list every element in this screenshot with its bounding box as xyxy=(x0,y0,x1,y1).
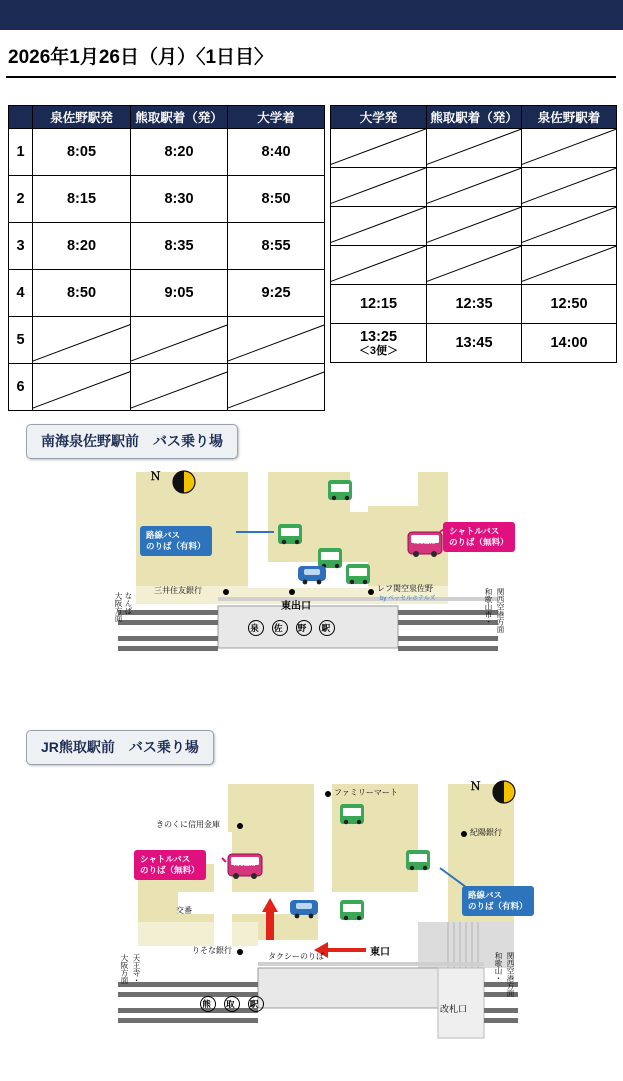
cell-izumisano-dep: 8:05 xyxy=(33,129,131,176)
poi-label-east-exit: 東口 xyxy=(370,947,390,958)
cell-university-arr: 8:40 xyxy=(228,129,325,176)
table-row xyxy=(331,129,617,168)
table-row xyxy=(331,246,617,285)
shuttle-bus-body-text: KANSAI xyxy=(414,540,436,546)
direction-label-wakayama: 和歌山・ xyxy=(494,952,503,982)
cell-empty-slash xyxy=(331,129,427,168)
callout-shuttle-bus-line2: のりば（無料） xyxy=(140,865,200,875)
column-header-kumatori-arr-dep: 熊取駅着（発） xyxy=(427,106,522,129)
callout-route-bus xyxy=(140,526,212,556)
cell-izumisano-dep: 8:50 xyxy=(33,270,131,317)
callout-shuttle-bus-line2: のりば（無料） xyxy=(449,537,509,547)
poi-label-kiyo-bank: 紀陽銀行 xyxy=(470,828,502,837)
table-header-row xyxy=(331,106,617,129)
poi-label-ticket-gate: 改札口 xyxy=(440,1004,468,1014)
cell-empty-slash xyxy=(33,317,131,364)
cell-empty-slash xyxy=(427,129,522,168)
cell-empty-slash xyxy=(427,246,522,285)
column-header-izumisano-arr: 泉佐野駅着 xyxy=(522,106,617,129)
cell-kumatori: 8:30 xyxy=(131,176,228,223)
row-index: 3 xyxy=(9,223,33,270)
cell-note: ＜3便＞ xyxy=(358,344,399,357)
map-izumisano-bus-stop xyxy=(114,466,509,688)
cell-university-arr: 8:50 xyxy=(228,176,325,223)
callout-route-bus-line2: のりば（有料） xyxy=(146,541,206,551)
section-heading-izumisano: 南海泉佐野駅前 バス乗り場 xyxy=(26,424,238,459)
bus-stop-icon xyxy=(328,480,352,500)
cell-empty-slash xyxy=(331,246,427,285)
cell-izumisano-arr: 12:50 xyxy=(522,285,617,324)
station-name-kumatori xyxy=(200,996,266,1012)
direction-label-tennoji: 天王寺・ xyxy=(132,954,141,984)
table-row xyxy=(9,129,325,176)
table-row xyxy=(9,176,325,223)
callout-shuttle-bus xyxy=(443,522,515,552)
callout-shuttle-bus-line1: シャトルバス xyxy=(140,854,191,864)
title-divider xyxy=(6,76,616,78)
cell-izumisano-arr: 14:00 xyxy=(522,324,617,363)
column-header-kumatori-arr-dep: 熊取駅着（発） xyxy=(131,106,228,129)
bus-stop-icon xyxy=(346,564,370,584)
map-izumisano-graphic xyxy=(118,466,508,688)
direction-label-osaka: 大阪方面 xyxy=(120,954,129,984)
bus-stop-icon xyxy=(318,548,342,568)
cell-kumatori: 13:45 xyxy=(427,324,522,363)
bus-stop-icon xyxy=(406,850,430,870)
row-index: 6 xyxy=(9,364,33,411)
cell-empty-slash xyxy=(522,168,617,207)
cell-izumisano-dep: 8:15 xyxy=(33,176,131,223)
inbound-timetable xyxy=(330,105,617,363)
cell-university-dep: 12:15 xyxy=(331,285,427,324)
poi-label-ref-kanku-sub: by ベッセルホテルズ xyxy=(380,596,436,602)
cell-time: 13:25 xyxy=(359,328,398,345)
cell-empty-slash xyxy=(427,168,522,207)
shuttle-bus-body-text: KANSAI xyxy=(234,862,256,868)
cell-empty-slash xyxy=(331,168,427,207)
cell-kumatori: 12:35 xyxy=(427,285,522,324)
poi-label-mitsui-sumitomo: 三井住友銀行 xyxy=(154,586,202,595)
compass-icon xyxy=(173,471,195,493)
station-char: 野 xyxy=(296,620,312,636)
cell-empty-slash xyxy=(331,207,427,246)
callout-route-bus-line1: 路線バス xyxy=(146,530,181,540)
cell-kumatori: 8:35 xyxy=(131,223,228,270)
table-row xyxy=(331,207,617,246)
callout-route-bus xyxy=(462,886,534,916)
table-row xyxy=(331,285,617,324)
station-name-izumisano xyxy=(248,620,337,636)
cell-empty-slash xyxy=(427,207,522,246)
callout-shuttle-bus xyxy=(134,850,206,880)
direction-label-osaka: 大阪方面 xyxy=(114,592,123,622)
table-row xyxy=(9,270,325,317)
station-char: 駅 xyxy=(319,620,335,636)
bus-stop-icon xyxy=(340,804,364,824)
top-banner xyxy=(0,0,623,30)
station-char: 佐 xyxy=(272,620,288,636)
compass-label: Ｎ xyxy=(150,471,161,483)
column-header-university-dep: 大学発 xyxy=(331,106,427,129)
map-kumatori-bus-stop xyxy=(118,772,528,1052)
direction-label-wakayama: 和歌山市・ xyxy=(484,588,493,626)
cell-university-dep xyxy=(331,324,427,363)
cell-kumatori: 9:05 xyxy=(131,270,228,317)
compass-label: Ｎ xyxy=(470,781,481,793)
callout-route-bus-line2: のりば（有料） xyxy=(468,901,528,911)
table-row xyxy=(9,364,325,411)
page-title: 2026年1月26日（月）〈1日目〉 xyxy=(8,47,274,68)
direction-label-namba: なんば xyxy=(124,592,133,615)
cell-empty-slash xyxy=(228,317,325,364)
cell-empty-slash xyxy=(522,129,617,168)
poi-label-ref-kanku: レフ関空泉佐野 xyxy=(377,584,433,593)
direction-label-kanku: 関西空港方面 xyxy=(506,952,515,997)
direction-label-kanku: 関西空港方面 xyxy=(496,588,505,633)
poi-label-east-exit: 東出口 xyxy=(281,601,311,612)
section-heading-kumatori: JR熊取駅前 バス乗り場 xyxy=(26,730,214,765)
poi-label-resona-bank: りそな銀行 xyxy=(192,946,232,955)
poi-label-familymart: ファミリーマート xyxy=(334,788,398,797)
callout-route-bus-line1: 路線バス xyxy=(468,890,503,900)
station-char: 熊 xyxy=(200,996,216,1012)
row-index: 5 xyxy=(9,317,33,364)
cell-empty-slash xyxy=(33,364,131,411)
cell-empty-slash xyxy=(522,246,617,285)
table-row xyxy=(331,168,617,207)
poi-label-koban: 交番 xyxy=(176,906,192,915)
station-char: 駅 xyxy=(248,996,264,1012)
compass-icon xyxy=(493,781,515,803)
table-header-row xyxy=(9,106,325,129)
station-char: 泉 xyxy=(248,620,264,636)
cell-university-arr: 9:25 xyxy=(228,270,325,317)
column-header-index xyxy=(9,106,33,129)
poi-label-taxi-stand: タクシーのりば xyxy=(268,952,324,961)
cell-empty-slash xyxy=(131,317,228,364)
cell-empty-slash xyxy=(522,207,617,246)
cell-izumisano-dep: 8:20 xyxy=(33,223,131,270)
row-index: 2 xyxy=(9,176,33,223)
cell-empty-slash xyxy=(131,364,228,411)
outbound-timetable xyxy=(8,105,325,411)
station-char: 取 xyxy=(224,996,240,1012)
bus-stop-icon xyxy=(278,524,302,544)
column-header-university-arr: 大学着 xyxy=(228,106,325,129)
poi-label-kinokuni-shinkin: きのくに信用金庫 xyxy=(156,820,220,829)
cell-kumatori: 8:20 xyxy=(131,129,228,176)
cell-university-arr: 8:55 xyxy=(228,223,325,270)
table-row xyxy=(331,324,617,363)
row-index: 1 xyxy=(9,129,33,176)
cell-empty-slash xyxy=(228,364,325,411)
table-row xyxy=(9,223,325,270)
table-row xyxy=(9,317,325,364)
row-index: 4 xyxy=(9,270,33,317)
column-header-izumisano-dep: 泉佐野駅発 xyxy=(33,106,131,129)
bus-stop-icon xyxy=(340,900,364,920)
callout-shuttle-bus-line1: シャトルバス xyxy=(449,526,500,536)
